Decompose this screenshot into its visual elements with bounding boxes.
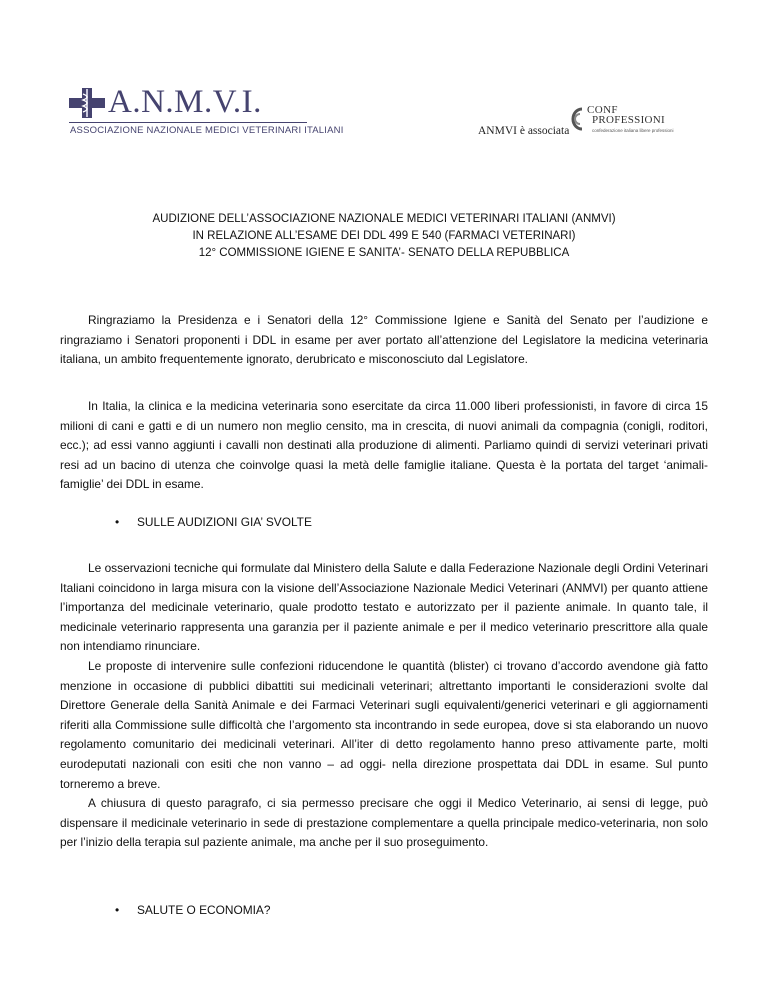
associata-text: ANMVI è associata (478, 125, 570, 137)
paragraph-proposals: Le proposte di intervenire sulle confezioni riducendone le quantità (blister) ci trovano d’accordo avendone già fatto menzione in occasione di pubblici dibattiti sui medicinali veterinari; altrettanto importanti le considerazioni svolte dal Direttore Generale della Sanità Animale e dei Farmaci Veterinari sugli equivalenti/generici veterinari e gli aggiornamenti riferiti alla Commissione sulle difficoltà che l’argomento sta incontrando in sede europea, dove si sta elaborando un nuovo regolamento comunitario dei medicinali veterinari. All’iter di detto regolamento hanno preso attivamente parte, molti eurodeputati nazionali con esiti che non vanno – ad oggi- nella direzione prospettata dai DDL in esame. Sul punto torneremo a breve. (60, 659, 708, 791)
paragraph-observations: Le osservazioni tecniche qui formulate dal Ministero della Salute e dalla Federazione Nazionale degli Ordini Veterinari Italiani coincidono in larga misura con la visione dell’Associazione Nazionale Medici Veterinari (ANMVI) per quanto attiene l’importanza del medicinale veterinario, quale prodotto testato e autorizzato per il paziente animale. In quanto tale, il medicinale veterinario rappresenta una garanzia per il paziente animale e per il medico veterinario prescrittore alla quale non intendiamo rinunciare. (60, 561, 708, 654)
logo-divider (69, 122, 307, 123)
paragraph-italy-stats: In Italia, la clinica e la medicina veterinaria sono esercitate da circa 11.000 liberi professionisti, in favore di circa 15 milioni di cani e gatti e di un numero non meglio censito, ma in crescita, di nuovi animali da compagnia (conigli, roditori, ecc.); ad essi vanno aggiunti i cavalli non destinati alla produzione di alimenti. Parliamo quindi di servizi veterinari privati resi ad un bacino di utenza che coinvolge quasi la metà delle famiglie italiane. Questa è la portata del target ‘animali-famiglie’ dei DDL in esame. (60, 399, 708, 492)
paragraph-thanks: Ringraziamo la Presidenza e i Senatori della 12° Commissione Igiene e Sanità del Senato per l’audizione e ringraziamo i Senatori proponenti i DDL in esame per aver portato all’attenzione del Legislatore la medicina veterinaria italiana, un ambito frequentemente ignorato, derubricato e misconosciuto dal Legislatore. (60, 313, 708, 367)
anmvi-logo (69, 84, 344, 136)
section-heading-label: SALUTE O ECONOMIA? (137, 903, 271, 917)
document-title (0, 211, 768, 262)
bullet-icon: • (115, 903, 120, 917)
confprofessioni-logo (568, 104, 683, 144)
anmvi-subtitle: ASSOCIAZIONE NAZIONALE MEDICI VETERINARI ITALIANI (70, 125, 344, 136)
title-line-1: AUDIZIONE DELL’ASSOCIAZIONE NAZIONALE MEDICI VETERINARI ITALIANI (ANMVI) (152, 213, 616, 225)
title-line-3: 12° COMMISSIONE IGIENE E SANITA’- SENATO DELLA REPUBBLICA (198, 247, 570, 259)
bullet-icon: • (115, 515, 120, 529)
confprofessioni-tagline: confederazione italiana libere professioni (592, 128, 674, 133)
confprofessioni-line1: CONF (587, 104, 618, 116)
section-heading-audizioni (115, 513, 312, 532)
confprofessioni-mark-icon (568, 106, 588, 132)
anmvi-wordmark: A.N.M.V.I. (108, 84, 262, 120)
confprofessioni-line2: PROFESSIONI (592, 114, 665, 126)
paragraph-closing: A chiusura di questo paragrafo, ci sia permesso precisare che oggi il Medico Veterinario, ai sensi di legge, può dispensare il medicinale veterinario in sede di prestazione complementare a quella principale medico-veterinaria, non solo per l’inizio della terapia sul paziente animale, ma anche per il suo proseguimento. (60, 796, 708, 850)
section-heading-salute (115, 901, 270, 920)
section-heading-label: SULLE AUDIZIONI GIA’ SVOLTE (137, 515, 312, 529)
caduceus-cross-icon (69, 88, 105, 118)
title-line-2: IN RELAZIONE ALL’ESAME DEI DDL 499 E 540 (FARMACI VETERINARI) (192, 230, 576, 242)
